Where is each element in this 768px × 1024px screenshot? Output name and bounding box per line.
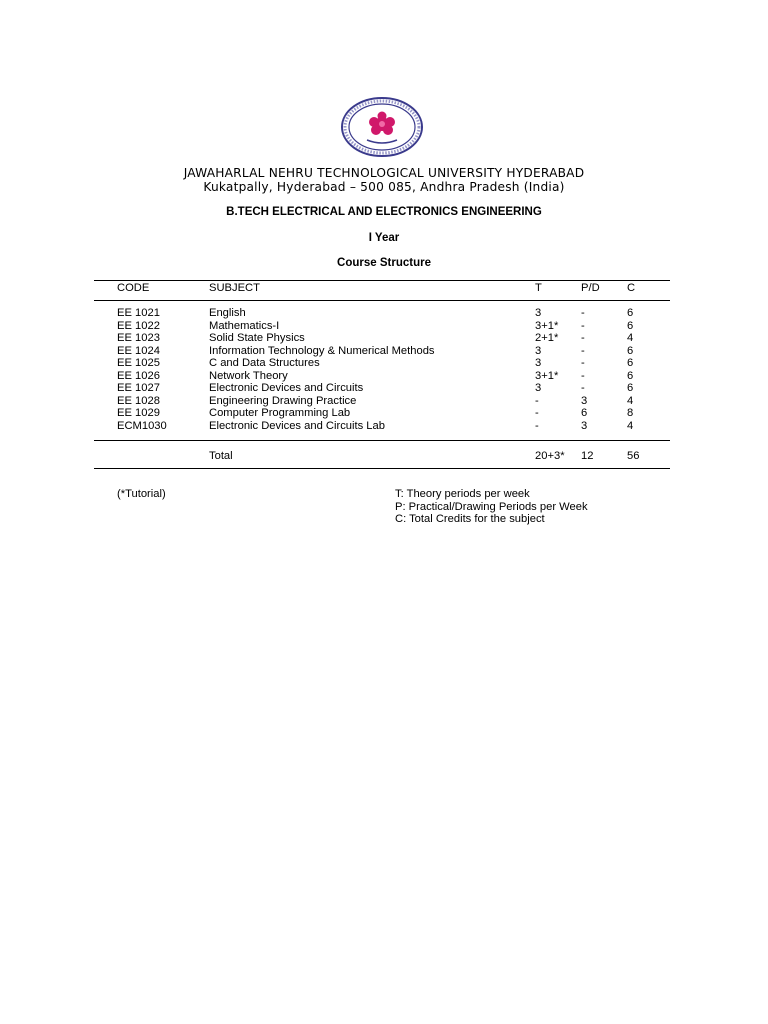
course-code: EE 1028 (117, 394, 160, 407)
course-credits: 6 (627, 307, 634, 319)
course-credits: 6 (627, 357, 634, 369)
course-code: ECM1030 (117, 419, 167, 432)
course-theory: 3 (535, 344, 542, 357)
section-title: Course Structure (337, 257, 431, 269)
table-bottom-rule (94, 468, 670, 469)
program-title: B.TECH ELECTRICAL AND ELECTRONICS ENGINEERING (226, 206, 542, 218)
course-practical: 3 (581, 394, 588, 407)
legend-line: C: Total Credits for the subject (395, 513, 545, 525)
course-code: EE 1026 (117, 369, 160, 382)
course-practical: - (581, 319, 585, 332)
course-subject: C and Data Structures (209, 357, 320, 369)
course-theory: 2+1* (535, 332, 559, 344)
column-header-c: C (627, 282, 636, 294)
course-practical: - (581, 382, 585, 394)
course-credits: 6 (627, 319, 634, 332)
course-subject: Solid State Physics (209, 332, 305, 344)
total-pd: 12 (581, 450, 594, 462)
course-practical: - (581, 332, 585, 344)
course-code: EE 1024 (117, 344, 160, 357)
course-subject: Mathematics-I (209, 319, 280, 332)
table-top-rule (94, 280, 670, 281)
course-subject: Engineering Drawing Practice (209, 394, 357, 407)
course-subject: Electronic Devices and Circuits Lab (209, 419, 385, 432)
course-practical: - (581, 307, 585, 319)
total-top-rule (94, 440, 670, 441)
course-theory: 3+1* (535, 369, 559, 382)
total-c: 56 (627, 450, 640, 462)
course-credits: 6 (627, 344, 634, 357)
course-code: EE 1022 (117, 319, 160, 332)
course-theory: 3 (535, 357, 542, 369)
course-code: EE 1021 (117, 307, 160, 319)
legend-line: P: Practical/Drawing Periods per Week (395, 500, 588, 513)
course-code: EE 1027 (117, 382, 160, 394)
course-theory: - (535, 407, 539, 419)
legend-line: T: Theory periods per week (395, 488, 530, 500)
course-code: EE 1023 (117, 332, 160, 344)
course-theory: 3+1* (535, 319, 559, 332)
total-label: Total (209, 450, 233, 462)
course-practical: - (581, 369, 585, 382)
total-t: 20+3* (535, 450, 565, 462)
course-subject: English (209, 307, 246, 319)
course-practical: 6 (581, 407, 588, 419)
course-credits: 4 (627, 419, 634, 432)
course-theory: - (535, 394, 539, 407)
course-code: EE 1029 (117, 407, 160, 419)
university-seal-icon (339, 96, 425, 158)
course-practical: 3 (581, 419, 588, 432)
university-name: JAWAHARLAL NEHRU TECHNOLOGICAL UNIVERSITY HYDERABAD (183, 166, 585, 180)
course-credits: 4 (627, 394, 634, 407)
course-theory: 3 (535, 382, 542, 394)
course-subject: Electronic Devices and Circuits (209, 382, 364, 394)
course-credits: 4 (627, 332, 634, 344)
column-header-t: T (535, 282, 542, 294)
course-practical: - (581, 344, 585, 357)
course-subject: Information Technology & Numerical Methods (209, 344, 435, 357)
header-bottom-rule (94, 300, 670, 301)
university-address: Kukatpally, Hyderabad – 500 085, Andhra Pradesh (India) (203, 180, 565, 194)
column-header-subject: SUBJECT (209, 282, 260, 294)
course-code: EE 1025 (117, 357, 160, 369)
course-credits: 6 (627, 369, 634, 382)
column-header-pd: P/D (581, 282, 600, 294)
course-subject: Network Theory (209, 369, 288, 382)
column-header-code: CODE (117, 282, 150, 294)
course-practical: - (581, 357, 585, 369)
tutorial-note: (*Tutorial) (117, 488, 166, 500)
course-subject: Computer Programming Lab (209, 407, 351, 419)
course-credits: 8 (627, 407, 634, 419)
course-credits: 6 (627, 382, 634, 394)
course-theory: - (535, 419, 539, 432)
course-theory: 3 (535, 307, 542, 319)
year-label: I Year (368, 232, 400, 244)
